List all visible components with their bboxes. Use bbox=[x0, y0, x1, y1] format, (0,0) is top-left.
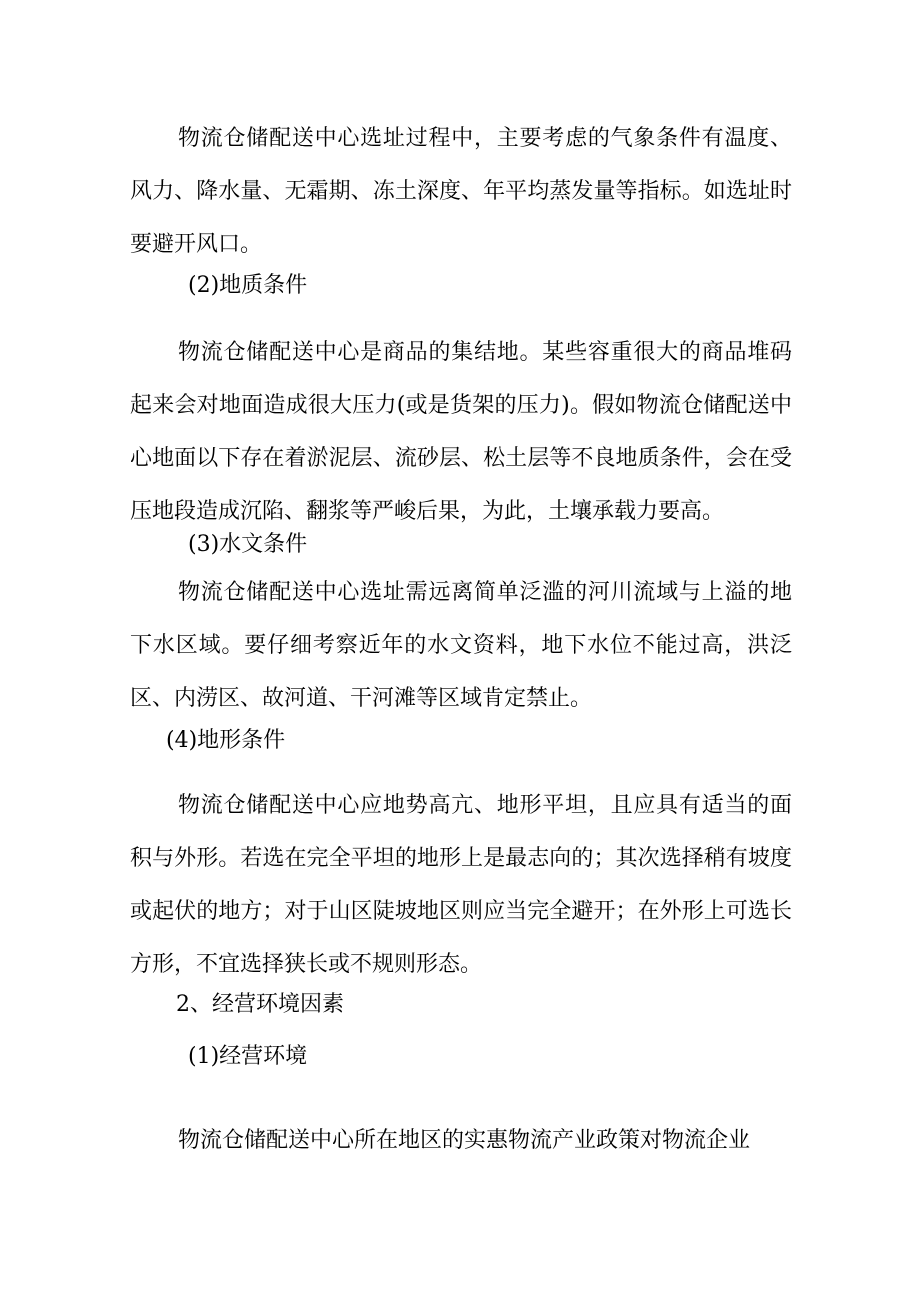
paragraph-geology: 物流仓储配送中心是商品的集结地。某些容重很大的商品堆码起来会对地面造成很大压力(或是货架的压力)。假如物流仓储配送中心地面以下存在着淤泥层、流砂层、松土层等不良地质条件，会在受压地段造成沉陷、翻浆等严峻后果，为此，土壤承载力要高。 bbox=[130, 340, 792, 524]
paragraph-climate: 物流仓储配送中心选址过程中，主要考虑的气象条件有温度、风力、降水量、无霜期、冻土深度、年平均蒸发量等指标。如选址时要避开风口。 bbox=[130, 126, 792, 257]
paragraph-hydrology: 物流仓储配送中心选址需远离简单泛滥的河川流域与上溢的地下水区域。要仔细考察近年的水文资料，地下水位不能过高，洪泛区、内涝区、故河道、干河滩等区域肯定禁止。 bbox=[130, 580, 792, 711]
heading-hydrology: (3)水文条件 bbox=[188, 532, 308, 557]
heading-terrain: (4)地形条件 bbox=[166, 728, 286, 753]
heading-operating-environment: (1)经营环境 bbox=[188, 1044, 308, 1069]
paragraph-terrain: 物流仓储配送中心应地势高亢、地形平坦，且应具有适当的面积与外形。若选在完全平坦的地形上是最志向的；其次选择稍有坡度或起伏的地方；对于山区陡坡地区则应当完全避开；在外形上可选长方形，不宜选择狭长或不规则形态。 bbox=[130, 793, 792, 977]
heading-business-environment: 2、经营环境因素 bbox=[176, 992, 344, 1017]
heading-geology: (2)地质条件 bbox=[188, 273, 308, 298]
paragraph-operating-environment: 物流仓储配送中心所在地区的实惠物流产业政策对物流企业 bbox=[178, 1128, 751, 1153]
